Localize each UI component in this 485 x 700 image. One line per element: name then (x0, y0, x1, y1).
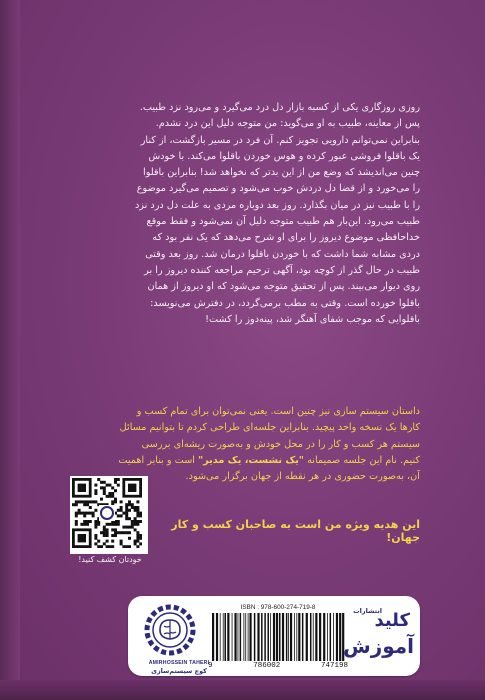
story-line: خداحافظی موضوع دیروز را برای او شرح می‌دهد که یک نفر بود که (152, 232, 420, 244)
intro-line-part: کنیم. نام این جلسه صمیمانه (307, 454, 420, 466)
story-line: چنین می‌اندیشد که وضع من از این بدتر که نخواهد شد! بنابراین باقلوا (143, 167, 420, 179)
bottom-edge (0, 680, 485, 700)
story-text (80, 100, 420, 328)
story-line: را می‌خورد و از قضا دل دردش خوب می‌شود و تصمیم می‌گیرد موضوع (136, 183, 420, 195)
intro-line: داستان سیستم سازی نیز چنین است. یعنی نمی‌توان برای تمام کسب و (136, 406, 420, 417)
intro-line-part: است و بنابر اهمیت (118, 454, 195, 466)
intro-line: کارها یک نسخه واحد پیچید. بنابراین جلسه‌ای طراحی کردم تا بتوانیم مسائل (119, 422, 420, 434)
story-line: دردی مشابه شما داشت که با خوردن باقلوا درمان شد. روز بعد وقتی (145, 248, 420, 260)
story-line: طبیب در حال گذر از کوچه بود، آگهی ترحیم مراجعه کننده دیروز را بر (144, 264, 420, 276)
intro-line (80, 453, 420, 469)
gift-statement: این هدیه ویژه من است به صاحبان کسب و کار جهان! (171, 518, 420, 544)
logo-name: AMIRHOSSEIN TAHERI (148, 660, 210, 666)
story-line: را با طبیب نیز در میان بگذارد. روز بعد دوباره مردی به علت دل درد نزد (134, 199, 420, 211)
author-logo (136, 602, 210, 675)
story-line: باقلوا خورده است. وقتی به مطب برمی‌گردد، در دفترش می‌نویسد: (150, 297, 420, 309)
story-line: طبیب می‌رود. این‌بار هم طبیب متوجه دلیل آن نمی‌شود و فقط موقع (146, 216, 420, 228)
qr-caption: خودتان کشف کنید! (78, 555, 142, 564)
publisher-name-1: کلید (374, 610, 410, 631)
intro-text (80, 404, 420, 485)
barcode (208, 613, 348, 661)
story-line: پس از معاینه، طبیب به او می‌گوید: من متوجه دلیل این درد نشدم. (155, 118, 420, 130)
qr-code[interactable] (70, 476, 148, 554)
barcode-digit-group: 9 (208, 662, 213, 670)
logo-subtitle: کوچ سیستم‌سازی (151, 667, 207, 675)
barcode-icon (208, 613, 348, 661)
story-line: یک باقلوا فروشی عبور کرده و هوس خوردن باقلوا می‌کند. با خودش (148, 150, 420, 162)
gear-brain-icon (136, 602, 204, 658)
barcode-digit-group: 747198 (320, 662, 348, 670)
barcode-digit-group: 786002 (253, 662, 281, 670)
story-line: روی دیوار می‌بیند. پس از تحقیق متوجه می‌شود که او دیروز از همان (147, 281, 420, 293)
isbn-label: ISBN : 978-600-274-719-8 (240, 604, 316, 611)
qr-code-icon (72, 478, 142, 548)
publisher-prefix: انتشارات (353, 607, 382, 615)
intro-line: سیستم هر کسب و کار را در محل خودش و به‌صورت ریشه‌ای بررسی (141, 438, 420, 450)
spine-edge (0, 0, 20, 700)
barcode-digits (208, 662, 348, 670)
story-line: روزی روزگاری یکی از کسبه بازار دل درد می‌گیرد و می‌رود نزد طبیب. (139, 102, 420, 113)
publisher-name-2: آموزش (343, 634, 414, 658)
session-name: "یک نشست، یک مدیر" (198, 454, 304, 466)
intro-line: آن، به‌صورت حضوری در هر نقطه از جهان برگزار می‌شود. (185, 471, 420, 483)
barcode-card (128, 596, 420, 676)
story-line: باقلوایی که موجب شفای آهنگر شد، پینه‌دوز را کشت! (205, 313, 420, 325)
story-line: بنابراین نمی‌توانم دارویی تجویز کنم. آن فرد در مسیر بازگشت، از کنار (140, 134, 420, 146)
